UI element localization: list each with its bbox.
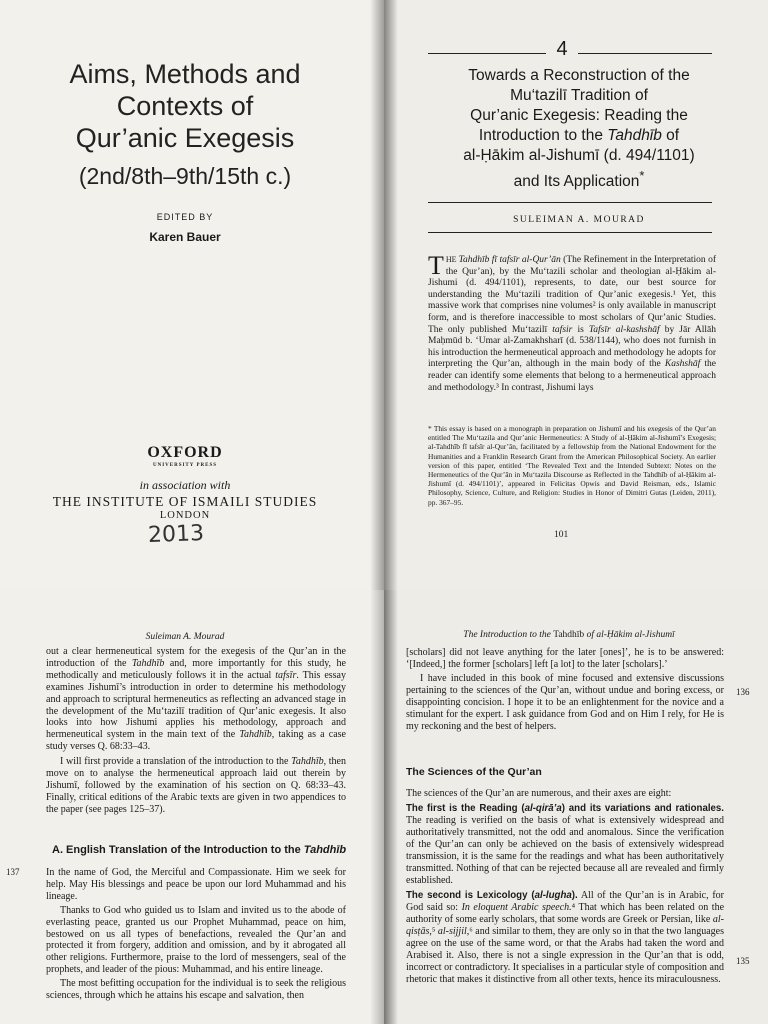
- paragraph: [scholars] did not leave anything for the later [ones]’, he is to be answered: ‘[Indeed,] the former [scholars] left [a lot] to the later [scholars].’: [406, 647, 724, 670]
- page-103: [384, 590, 768, 1024]
- lead-text: ) and its variations and rationales.: [561, 803, 724, 814]
- footnote-marker: *: [639, 168, 645, 183]
- chapter-rule-right: [578, 53, 712, 54]
- chapter-footnote: * This essay is based on a monograph in preparation on Jishumī and his exegesis of the Qur’an entitled The Mu‘tazila and Qur’anic Hermeneutics: A Study of al-Ḥākim al-Jishumī’s Exegesis; al-Tahdhīb fī tafsīr al-Qur’ān, facilitated by a fellowship from the National Endowment for the Humanities and a Franklin Research Grant from the American Philosophical Society. An earlier version of this paper, entitled ‘The Revealed Text and the Intended Subtext: Notes on the Hermeneutics of the Qur’ān in Mu‘tazila Discourse as Reflected in the Tahdhīb of al-Ḥākim al-Jishumī (d. 494/1101)’, appeared in Felicitas Opwis and David Reisman, eds., Islamic Philosophy, Science, Culture, and Religion: Studies in Honor of Dimitri Gutas (Leiden, 2011), pp. 367–95.: [428, 424, 716, 507]
- association-line: in association with: [139, 478, 231, 492]
- lead-text: The first is the Reading (: [406, 803, 525, 814]
- body-italic: Tahdhīb fī tafsīr al-Qur’ān: [458, 255, 561, 265]
- chapter-rule-left: [428, 53, 546, 54]
- body-text: by Jār Allāh Maḥmūd b. ‘Umar al-Zamakhsharī (d. 538/1144), who does not furnish in his introduction the hermeneutical approach and methodology he adopts for interpreting the Qur’an, although in the main body of the: [428, 324, 717, 370]
- body-text: (The Refinement in the Interpretation of the Qur’an), by the Mu‘tazili scholar and theologian al-Ḥākim al-Jishumi (d. 494/1101), represents, to date, our best source for understanding the Mu‘tazili tradition of Qur’anic exegesis.¹ Yet, this massive work that comprises nine volumes² is only available in manuscript form, and is therefore inaccessible to most scholars of Qur’anic Studies. The only published Mu‘tazilī: [428, 255, 716, 335]
- book-title-line: Contexts of: [116, 91, 254, 121]
- publisher-city: LONDON: [159, 510, 211, 521]
- body-text: The reading is verified on the basis of what is extensively widespread and authoritatively transmitted, not the odd and anomalous. Since the verification of the Qur’an can only be achieved on the basis of extensively widespread transmission, it is the same for the readings and what has been authoritatively transmitted. Nothing of that can be rejected because all are revealed and firmly established.: [406, 815, 724, 886]
- body-text: , then move on to analyse the hermeneutical approach laid out therein by Jishumī, followed by the examination of his section on Q. 68:33–43. Finally, critical editions of the Arabic texts are given in two appendices to the paper (see pages 125–37).: [46, 756, 346, 815]
- paragraph: [46, 756, 346, 816]
- chapter-number: 4: [556, 38, 568, 60]
- paragraph-lead: [406, 890, 578, 901]
- paragraph-lead: [406, 803, 724, 814]
- body-italic: al-qisṭās: [406, 914, 724, 937]
- page-body-text: [46, 646, 346, 819]
- body-text: the reader can identify some elements that belong to a hermeneutical approach and methodology.³ In contrast, Jishumi lays: [428, 359, 717, 393]
- body-text: I will first provide a translation of the introduction to the: [60, 756, 292, 768]
- chapter-title-line: al-Ḥākim al-Jishumī (d. 494/1101): [463, 147, 695, 164]
- paragraph: The sciences of the Qur’an are numerous, and their axes are eight:: [406, 788, 672, 799]
- chapter-title-line: Mu‘tazilī Tradition of: [510, 87, 648, 104]
- running-head: Suleiman A. Mourad: [145, 632, 225, 642]
- chapter-title-line: Towards a Reconstruction of the: [468, 67, 690, 84]
- body-italic: tafsīr: [275, 669, 297, 681]
- heading-text: A. English Translation of the Introduction to the: [52, 844, 304, 856]
- margin-number: 137: [6, 867, 20, 877]
- chapter-opening-page: [384, 0, 768, 590]
- body-text: All of the Qur’an is in Arabic, for God said so:: [406, 890, 724, 913]
- gutter-shadow: [370, 590, 384, 1024]
- running-head-text: of al-Ḥākim al-Jishumī: [584, 630, 675, 640]
- paragraph: [46, 646, 346, 753]
- publisher-logo: OXFORD: [147, 444, 223, 461]
- chapter-author: SULEIMAN A. MOURAD: [513, 215, 645, 225]
- heading-italic: Tahdhīb: [303, 844, 347, 856]
- body-text: out a clear hermeneutical system for the exegesis of the Qur’an in the introduction of the: [46, 646, 346, 669]
- editor-name: Karen Bauer: [149, 230, 221, 244]
- gutter-shadow: [384, 0, 398, 590]
- body-text: ⁴ That which has been related on the authority of some early scholars, that some words are Greek or Persian, like: [406, 902, 725, 925]
- paragraph: Thanks to God who guided us to Islam and invited us to the abode of everlasting peace, granted us our Prophet Muhammad, peace on him, bestowed on us all types of benefactions, revealed the Qur’an and protected it from forgery, addition and omission, and by it abrogated all other religions. Furthermore, praise to the lord of messengers, seal of the prophets, and leader of the pious: Muhammad, and his entire lineage.: [46, 904, 346, 976]
- body-italic: Tafsīr al-kashshāf: [588, 324, 660, 335]
- body-text: HE: [445, 255, 459, 264]
- body-text: . This essay examines Jishumī’s introduction in order to determine his methodology and approach to scriptural hermeneutics as reflecting an advanced stage in the development of the Mu‘tazilī tradition of Qur’anic exegesis. It also looks into how Jishumi applies his methodology, approach and hermeneutical system in the main text of the: [46, 669, 346, 741]
- chapter-title-line: [414, 126, 744, 146]
- page-body-text: [406, 788, 724, 989]
- chapter-title-text: of: [661, 127, 680, 144]
- paragraph: [406, 803, 724, 887]
- page-body-text: [46, 867, 346, 1004]
- chapter-body-text: [428, 251, 717, 394]
- paragraph: I have included in this book of mine focused and extensive discussions pertaining to the sciences of the Qur’an, without undue and boring excess, or disappointing concision. I hope it to be an enlightenment for the novice and a stimulant for the expert. I ask guidance from God and on Him I rely, for He is my reckoning and the best of helpers.: [406, 673, 724, 732]
- section-heading: [52, 844, 346, 856]
- page-number: 101: [554, 530, 569, 540]
- drop-cap: T: [428, 251, 444, 280]
- lead-italic: al-lugha: [534, 890, 572, 901]
- title-page: [0, 0, 384, 590]
- body-text: ,⁶ and similar to them, they are only so in that the two languages agree on the use of the same word, or that the Arabs had taken the word and Arabised it. Also, there is not a single expression in the Qur’an that is odd, incorrect or contradictory. It specialises in a particular style of composition and rhetoric that makes it distinctive from all other texts, hence its miraculousness.: [406, 926, 724, 985]
- body-italic: In eloquent Arabic speech.: [461, 902, 572, 913]
- lead-text: The second is Lexicology (: [406, 890, 535, 901]
- chapter-title-line: Qur’anic Exegesis: Reading the: [470, 107, 688, 124]
- author-rule-bottom: [428, 232, 712, 233]
- body-italic: al-sijjil: [437, 926, 467, 937]
- section-heading: The Sciences of the Qur’an: [406, 766, 542, 778]
- author-rule-top: [428, 202, 712, 203]
- edited-by-label: EDITED BY: [156, 212, 214, 222]
- lead-italic: al-qirā’a: [524, 803, 562, 814]
- book-dates: (2nd/8th–9th/15th c.): [78, 163, 292, 189]
- body-italic: tafsir: [552, 324, 573, 335]
- running-head: [404, 630, 734, 640]
- running-head-text: The Introduction to the: [463, 630, 554, 640]
- gutter-shadow: [384, 590, 398, 1024]
- chapter-title: [414, 66, 744, 192]
- book-title-line: Qur’anic Exegesis: [75, 123, 295, 153]
- running-head-text: Tahdhīb: [553, 630, 585, 640]
- handwritten-year: 2013: [147, 521, 205, 548]
- chapter-title-line: [414, 166, 744, 192]
- body-text: is: [572, 324, 589, 335]
- paragraph: In the name of God, the Merciful and Compassionate. Him we seek for help. May His blessings and peace be upon our lord Muhammad and his lineage.: [46, 867, 346, 902]
- page-102: [0, 590, 384, 1024]
- body-italic: Tahdhīb: [291, 756, 324, 768]
- body-italic: Kashshāf: [664, 359, 701, 370]
- book-title-line: Aims, Methods and: [69, 59, 301, 89]
- margin-number: 135: [736, 956, 750, 966]
- chapter-title-italic: Tahdhīb: [607, 127, 662, 144]
- paragraph: The most befitting occupation for the individual is to seek the religious sciences, through which he attains his escape and salvation, then: [46, 978, 346, 1002]
- chapter-title-text: Introduction to the: [478, 127, 608, 144]
- institute-name: THE INSTITUTE OF ISMAILI STUDIES: [52, 494, 318, 509]
- lead-text: ).: [571, 890, 578, 901]
- body-italic: Tahdhīb: [131, 657, 165, 669]
- body-text: and, more importantly for this study, he methodically and meticulously follows it in the actual: [46, 657, 346, 681]
- gutter-shadow: [370, 0, 384, 590]
- body-text: , taking as a case study verses Q. 68:33–43.: [46, 729, 346, 753]
- margin-number: 136: [736, 687, 750, 697]
- book-title: [0, 58, 370, 154]
- publisher-subtitle: UNIVERSITY PRESS: [152, 463, 218, 468]
- body-italic: Tahdhīb: [239, 729, 272, 741]
- body-text: ,⁵: [429, 926, 438, 937]
- chapter-title-text: and Its Application: [513, 173, 640, 191]
- paragraph: [406, 890, 724, 986]
- page-body-text: [406, 647, 724, 735]
